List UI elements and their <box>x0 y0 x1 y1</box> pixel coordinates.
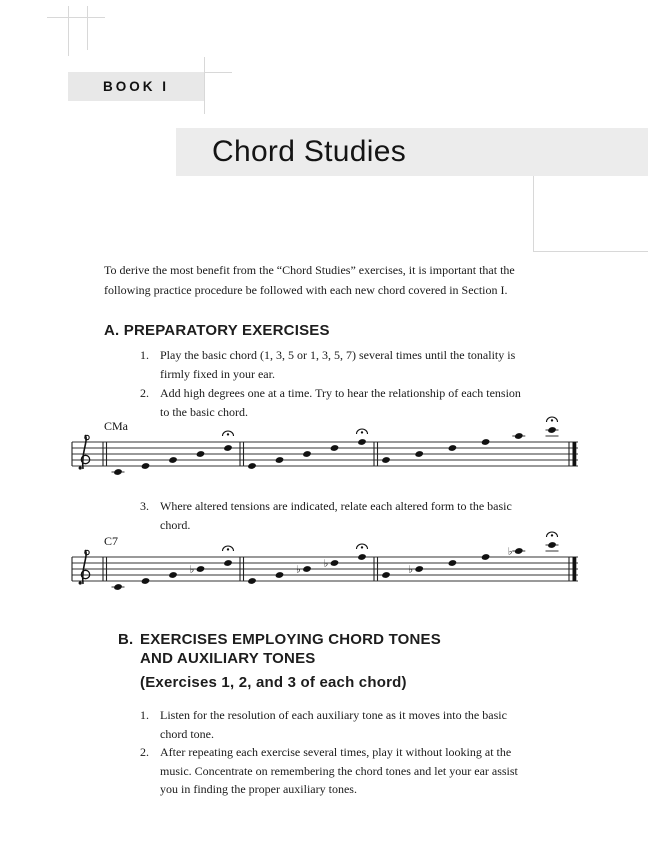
title-band <box>176 128 648 176</box>
list-item-number: 1. <box>140 348 149 362</box>
list-item-text: Where altered tensions are indicated, relate each altered form to the basic chord. <box>160 499 512 532</box>
svg-text:♭: ♭ <box>189 564 195 576</box>
intro-paragraph: To derive the most benefit from the “Chord Studies” exercises, it is important that the following practice procedure be followed with each new chord covered in Section I. <box>104 263 515 297</box>
list-item-number: 2. <box>140 745 149 759</box>
crop-mark-horizontal <box>204 72 232 73</box>
svg-text:CMa: CMa <box>104 419 128 433</box>
list-item-number: 1. <box>140 708 149 722</box>
crop-mark-vertical <box>204 57 205 114</box>
crop-mark-vertical <box>68 6 69 56</box>
list-item-number: 2. <box>140 386 149 400</box>
list-item-number: 3. <box>140 499 149 513</box>
section-b-heading-line1: EXERCISES EMPLOYING CHORD TONES <box>140 631 441 648</box>
crop-mark-horizontal <box>47 17 105 18</box>
section-b-letter: B. <box>118 631 134 648</box>
crop-mark-vertical <box>87 6 88 50</box>
list-item-text: After repeating each exercise several times, play it without looking at the music. Concentrate on remembering the chord tones and let your ear assist you in finding the proper auxiliary tones. <box>160 745 518 796</box>
list-item-b1 <box>140 706 600 743</box>
page-title: Chord Studies <box>212 135 407 168</box>
book-label-badge <box>68 72 204 101</box>
list-item-text: Add high degrees one at a time. Try to hear the relationship of each tension to the basic chord. <box>160 386 521 419</box>
crop-mark-vertical <box>533 176 534 251</box>
svg-text:C7: C7 <box>104 534 119 548</box>
svg-text:♭: ♭ <box>323 558 329 570</box>
book-label: BOOK I <box>102 79 169 94</box>
svg-text:♭: ♭ <box>296 564 301 576</box>
section-b-heading-line3: (Exercises 1, 2, and 3 of each chord) <box>140 674 407 691</box>
staff-cma <box>0 416 648 500</box>
section-b-heading <box>118 630 441 692</box>
list-item-text: Play the basic chord (1, 3, 5 or 1, 3, 5, 7) several times until the tonality is firmly fixed in your ear. <box>160 348 516 381</box>
list-item-text: Listen for the resolution of each auxiliary tone as it moves into the basic chord tone. <box>160 708 507 741</box>
list-item-a3 <box>140 497 600 534</box>
staff-c7 <box>0 531 648 615</box>
section-b-heading-line2: AND AUXILIARY TONES <box>140 650 316 667</box>
list-item-a1 <box>140 346 600 383</box>
section-a-heading: A. PREPARATORY EXERCISES <box>104 322 330 339</box>
svg-text:♭: ♭ <box>507 546 513 558</box>
list-item-b2 <box>140 743 600 799</box>
svg-text:♭: ♭ <box>408 564 413 576</box>
crop-mark-horizontal <box>533 251 648 252</box>
